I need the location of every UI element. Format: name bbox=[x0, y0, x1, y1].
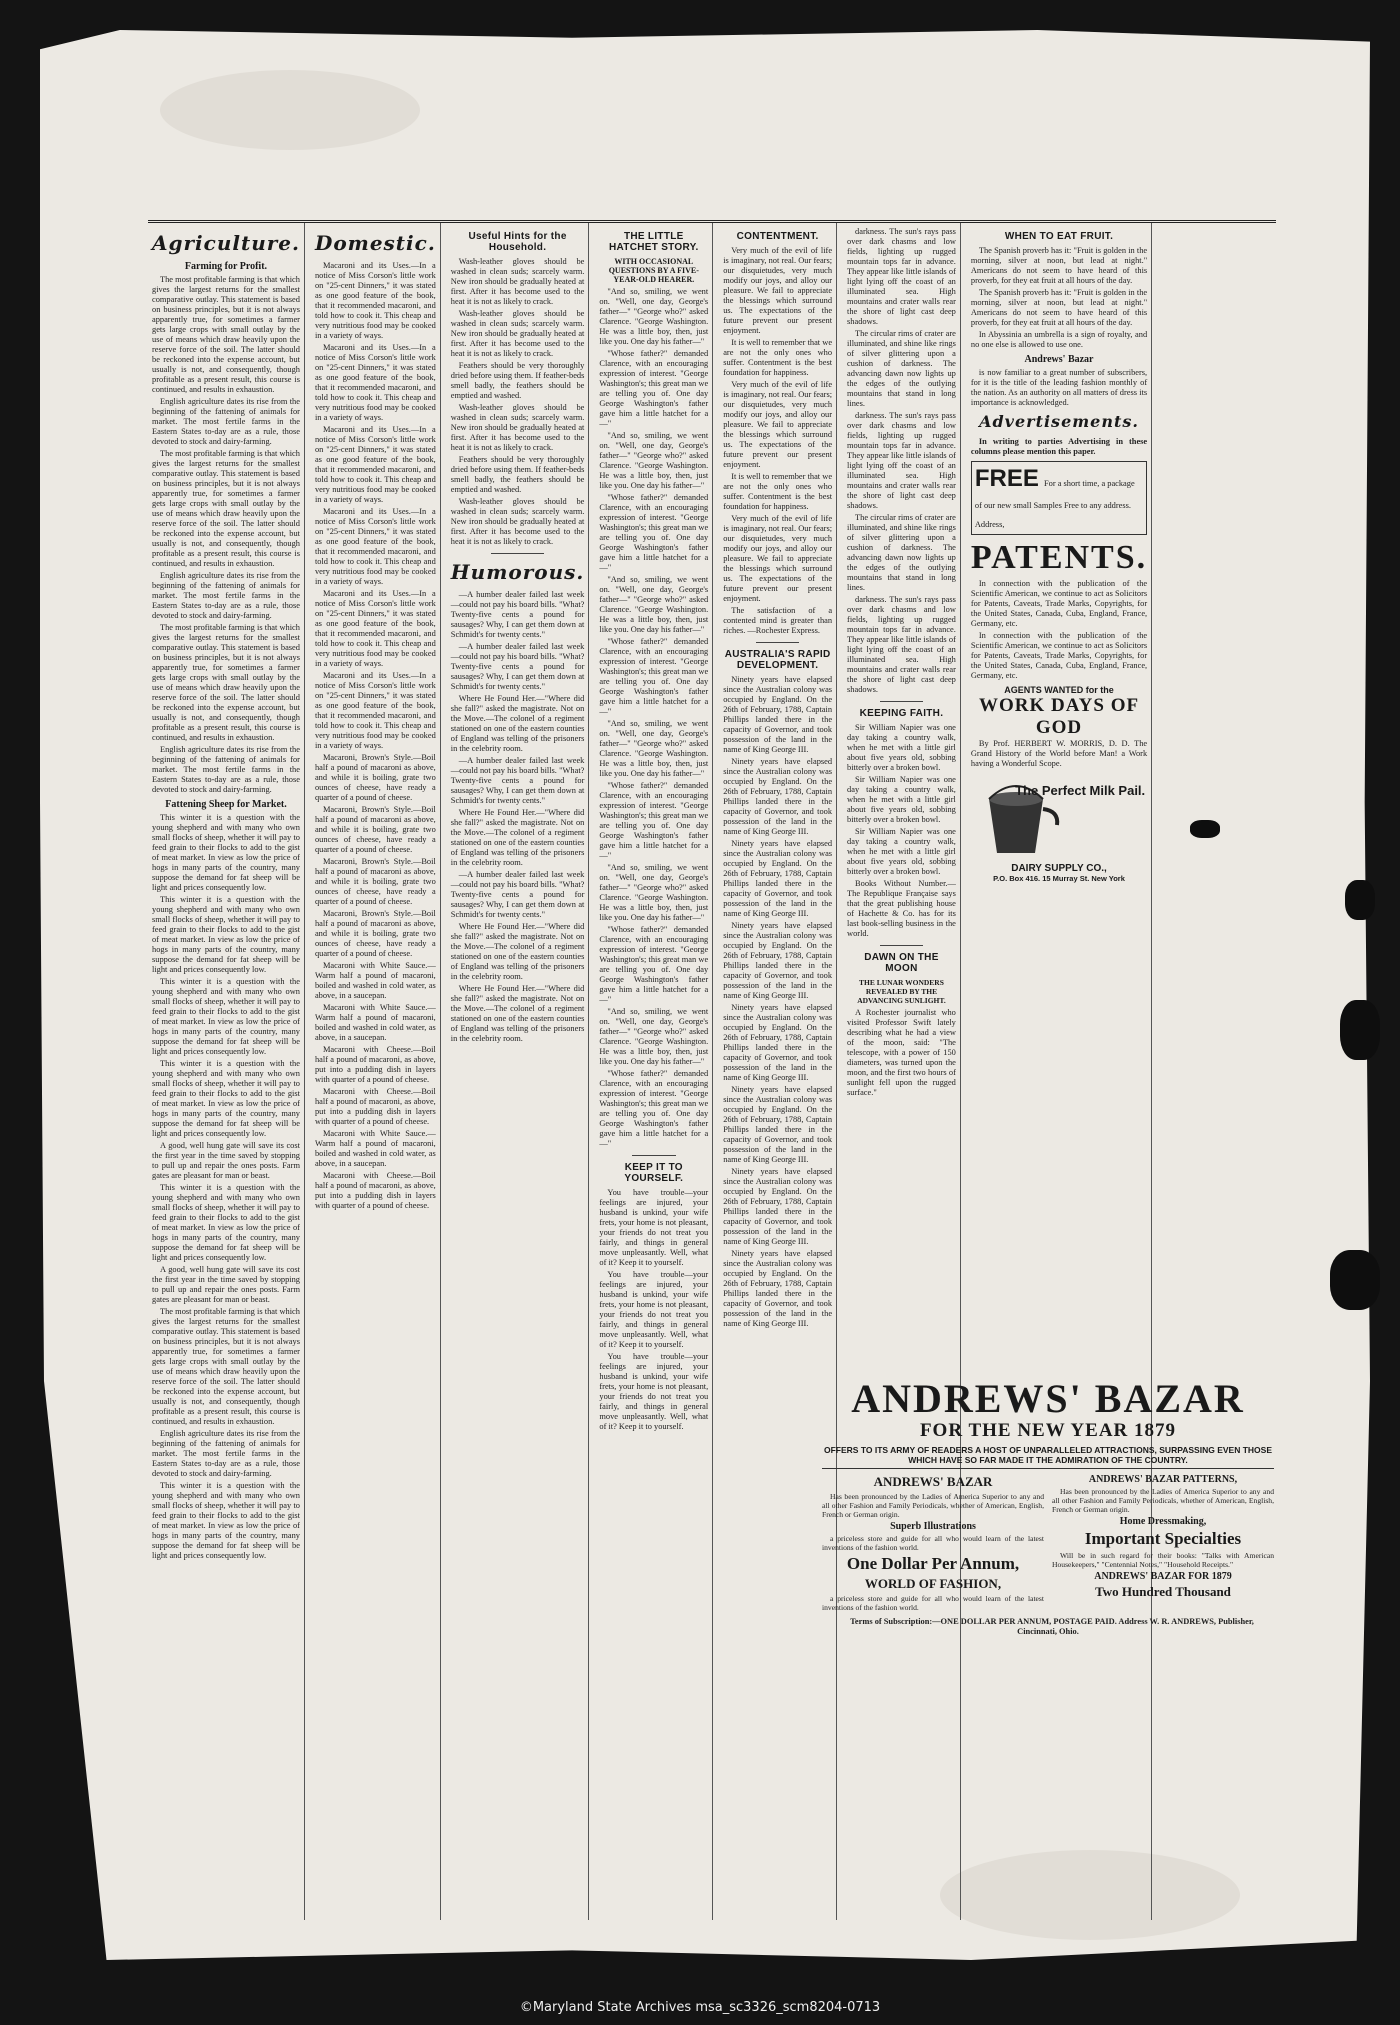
article-title: Farming for Profit. bbox=[184, 261, 268, 272]
article-paragraph: Where He Found Her.—"Where did she fall?" asked the magistrate. Not on the Move.—The colonel of a regiment stationed on one of the eastern counties of England was telling of the prisoners in the celebrity room. bbox=[450, 984, 585, 1043]
andrews-terms: Terms of Subscription:—ONE DOLLAR PER ANNUM, POSTAGE PAID. Address W. R. ANDREWS, Publisher, Cincinnati, Ohio. bbox=[850, 1617, 1254, 1636]
milk-pail-ad bbox=[971, 773, 1147, 859]
article-paragraph: The most profitable farming is that which gives the largest returns for the smallest comparative outlay. This statement is based on business principles, but it is not always apparently true, for sometimes a farmer gets large crops with small outlay by the use of means which draw heavily upon the reserve force of the soil. The latter should be reckoned into the expense account, but usually is not, and consequently, though profitable as a present result, this course is continued, and results in exhaustion. bbox=[152, 623, 300, 742]
article-paragraph: "Whose father?" demanded Clarence, with an encouraging expression of interest. "George Washington's; this great man we are telling you of. One day George Washington's father gave him a little hatchet for a—" bbox=[599, 781, 709, 860]
divider bbox=[880, 701, 924, 702]
article-paragraph: Feathers should be very thoroughly dried before using them. If feather-beds smell badly, the feathers should be emptied and washed. bbox=[450, 455, 585, 494]
divider bbox=[632, 1155, 676, 1156]
column-contentment bbox=[719, 223, 837, 1920]
article-paragraph: A good, well hung gate will save its cost the first year in the time saved by stopping to pull up and repair the ones posts. Farm gates are pleasant for man or beast. bbox=[152, 1141, 300, 1180]
article-paragraph: The satisfaction of a contented mind is greater than riches. —Rochester Express. bbox=[723, 606, 833, 635]
andrews-offers: OFFERS TO ITS ARMY OF READERS A HOST OF UNPARALLELED ATTRACTIONS, SURPASSING EVEN THOSE WHICH HAVE SO FAR MADE IT THE ADMIRATION OF THE COUNTRY. bbox=[823, 1445, 1272, 1465]
ad-text: is now familiar to a great number of subscribers, for it is the title of the leading fashion monthly of the nation. As an authority on all matters of dress its importance is acknowledged. bbox=[970, 368, 1148, 407]
article-paragraph: Macaroni with Cheese.—Boil half a pound of macaroni, as above, put into a pudding dish in layers with quarter of a pound of cheese. bbox=[314, 1045, 436, 1084]
article-paragraph: Ninety years have elapsed since the Australian colony was occupied by England. On the 26th of February, 1788, Captain Phillips landed there in the capacity of Governor, and took possession of the land in the name of King George III. bbox=[723, 839, 833, 918]
column-domestic bbox=[311, 223, 441, 1920]
article-paragraph: Where He Found Her.—"Where did she fall?" asked the magistrate. Not on the Move.—The colonel of a regiment stationed on one of the eastern counties of England was telling of the prisoners in the celebrity room. bbox=[450, 922, 585, 981]
article-paragraph: This winter it is a question with the young shepherd and with many who own small flocks of sheep, whether it will pay to feed grain to their flocks to add to the gist of meat market. In view as low the price of hogs in many parts of the country, many suppose the demand for fat sheep will be light and prices consequently low. bbox=[152, 1481, 300, 1560]
article-paragraph: In Abyssinia an umbrella is a sign of royalty, and no one else is allowed to use one. bbox=[970, 330, 1148, 349]
article-paragraph: Macaroni and its Uses.—In a notice of Miss Corson's little work on "25-cent Dinners," it was stated as one good feature of the book, that it recommended macaroni, and told how to cook it. This cheap and very nutritious food may be cooked in a variety of ways. bbox=[314, 343, 436, 422]
article-paragraph: "Whose father?" demanded Clarence, with an encouraging expression of interest. "George Washington's; this great man we are telling you of. One day George Washington's father gave him a little hatchet for a—" bbox=[599, 1069, 709, 1148]
article-paragraph: Ninety years have elapsed since the Australian colony was occupied by England. On the 26th of February, 1788, Captain Phillips landed there in the capacity of Governor, and took possession of the land in the name of King George III. bbox=[723, 1167, 833, 1246]
article-paragraph: Wash-leather gloves should be washed in clean suds; scarcely warm. New iron should be gradually heated at first. After it has become used to the heat it is not as likely to crack. bbox=[450, 497, 585, 546]
article-paragraph: Macaroni with Cheese.—Boil half a pound of macaroni, as above, put into a pudding dish in layers with quarter of a pound of cheese. bbox=[314, 1171, 436, 1210]
advertisement-note: In writing to parties Advertising in these columns please mention this paper. bbox=[970, 437, 1148, 456]
article-paragraph: —A humber dealer failed last week —could not pay his board bills. "What? Twenty-five cents a pound for sausages? Why, I can get them down at Schmidt's for twenty cents." bbox=[450, 642, 585, 691]
dairy-supply-name: DAIRY SUPPLY CO., bbox=[1011, 863, 1107, 874]
article-paragraph: Very much of the evil of life is imaginary, not real. Our fears; our disquietudes, very much modify our joys, and alloy our pleasure. We fail to appreciate the blessings which surround us. The expectations of the future prevent our present enjoyment. bbox=[723, 514, 833, 603]
article-paragraph: Macaroni, Brown's Style.—Boil half a pound of macaroni as above, and while it is boiling, grate two ounces of cheese, have ready a quarter of a pound of cheese. bbox=[314, 805, 436, 854]
ad-text: In connection with the publication of the Scientific American, we continue to act as Solicitors for Patents, Caveats, Trade Marks, Copyrights, for the United States, Canada, Cuba, England, France, Germany, etc. bbox=[970, 579, 1148, 628]
article-paragraph: Books Without Number.—The Republique Française says that the great publishing house of Hachette & Co. has for its last book-selling business in the world. bbox=[847, 879, 956, 938]
andrews-heading: Important Specialties bbox=[1084, 1529, 1242, 1548]
ad-text: In connection with the publication of the Scientific American, we continue to act as Solicitors for Patents, Caveats, Trade Marks, Copyrights, for the United States, Canada, Cuba, England, France, Germany, etc. bbox=[970, 631, 1148, 680]
article-title: KEEPING FAITH. bbox=[859, 708, 944, 719]
article-paragraph: Ninety years have elapsed since the Australian colony was occupied by England. On the 26th of February, 1788, Captain Phillips landed there in the capacity of Governor, and took possession of the land in the name of King George III. bbox=[723, 1085, 833, 1164]
andrews-heading: One Dollar Per Annum, bbox=[846, 1554, 1020, 1573]
article-paragraph: Sir William Napier was one day taking a country walk, when he met with a little girl about five years old, sobbing bitterly over a broken bowl. bbox=[847, 723, 956, 772]
article-paragraph: You have trouble—your feelings are injured, your husband is unkind, your wife frets, your home is not pleasant, your friends do not treat you fairly, and things in general move unpleasantly. Well, what of it? Keep it to yourself. bbox=[599, 1188, 709, 1267]
article-paragraph: Very much of the evil of life is imaginary, not real. Our fears; our disquietudes, very much modify our joys, and alloy our pleasure. We fail to appreciate the blessings which surround us. The expectations of the future prevent our present enjoyment. bbox=[723, 380, 833, 469]
article-paragraph: Macaroni with Cheese.—Boil half a pound of macaroni, as above, put into a pudding dish in layers with quarter of a pound of cheese. bbox=[314, 1087, 436, 1126]
article-paragraph: This winter it is a question with the young shepherd and with many who own small flocks of sheep, whether it will pay to feed grain to their flocks to add to the gist of meat market. In view as low the price of hogs in many parts of the country, many suppose the demand for fat sheep will be light and prices consequently low. bbox=[152, 1059, 300, 1138]
article-paragraph: darkness. The sun's rays pass over dark chasms and low fields, lighting up rugged mountain tops far in advance. They appear like little islands of light lying off the coast of an illuminated sea. High mountains and crater walls rear the shore of light cast deep shadows. bbox=[847, 411, 956, 510]
article-paragraph: Wash-leather gloves should be washed in clean suds; scarcely warm. New iron should be gradually heated at first. After it has become used to the heat it is not as likely to crack. bbox=[450, 257, 585, 306]
article-paragraph: Where He Found Her.—"Where did she fall?" asked the magistrate. Not on the Move.—The colonel of a regiment stationed on one of the eastern counties of England was telling of the prisoners in the celebrity room. bbox=[450, 694, 585, 753]
article-paragraph: English agriculture dates its rise from the beginning of the fattening of animals for market. The most fertile farms in the Eastern States to-day are as a rule, those devoted to stock and dairy-farming. bbox=[152, 397, 300, 446]
article-paragraph: The Spanish proverb has it: "Fruit is golden in the morning, silver at noon, but lead at night." Americans do not seem to have heard of this proverb, for they eat fruit at all hours of the day. bbox=[970, 288, 1148, 327]
article-paragraph: Macaroni with White Sauce.—Warm half a pound of macaroni, boiled and washed in cold water, as above, in a saucepan. bbox=[314, 961, 436, 1000]
article-paragraph: "Whose father?" demanded Clarence, with an encouraging expression of interest. "George Washington's; this great man we are telling you of. One day George Washington's father gave him a little hatchet for a—" bbox=[599, 349, 709, 428]
workdays-title: WORK DAYS OF GOD bbox=[978, 695, 1140, 738]
andrews-heading: WORLD OF FASHION, bbox=[864, 1576, 1002, 1591]
article-paragraph: —A humber dealer failed last week —could not pay his board bills. "What? Twenty-five cents a pound for sausages? Why, I can get them down at Schmidt's for twenty cents." bbox=[450, 756, 585, 805]
andrews-text: Has been pronounced by the Ladies of America Superior to any and all other Fashion and Family Periodicals, whether of American, English, French or German origin. bbox=[1052, 1487, 1274, 1514]
page-damage bbox=[1330, 1250, 1380, 1310]
article-paragraph: "Whose father?" demanded Clarence, with an encouraging expression of interest. "George Washington's; this great man we are telling you of. One day George Washington's father gave him a little hatchet for a—" bbox=[599, 493, 709, 572]
article-paragraph: darkness. The sun's rays pass over dark chasms and low fields, lighting up rugged mountain tops far in advance. They appear like little islands of light lying off the coast of an illuminated sea. High mountains and crater walls rear the shore of light cast deep shadows. bbox=[847, 595, 956, 694]
article-paragraph: The most profitable farming is that which gives the largest returns for the smallest comparative outlay. This statement is based on business principles, but it is not always apparently true, for sometimes a farmer gets large crops with small outlay by the use of means which draw heavily upon the reserve force of the soil. The latter should be reckoned into the expense account, but usually is not, and consequently, though profitable as a present result, this course is continued, and results in exhaustion. bbox=[152, 449, 300, 568]
article-paragraph: You have trouble—your feelings are injured, your husband is unkind, your wife frets, your home is not pleasant, your friends do not treat you fairly, and things in general move unpleasantly. Well, what of it? Keep it to yourself. bbox=[599, 1270, 709, 1349]
page-damage bbox=[1190, 820, 1220, 838]
article-paragraph: You have trouble—your feelings are injured, your husband is unkind, your wife frets, your home is not pleasant, your friends do not treat you fairly, and things in general move unpleasantly. Well, what of it? Keep it to yourself. bbox=[599, 1352, 709, 1431]
section-header-agriculture: Agriculture. bbox=[152, 231, 300, 255]
article-paragraph: Feathers should be very thoroughly dried before using them. If feather-beds smell badly, the feathers should be emptied and washed. bbox=[450, 361, 585, 400]
andrews-bazar-ad bbox=[822, 1378, 1274, 1764]
article-paragraph: —A humber dealer failed last week —could not pay his board bills. "What? Twenty-five cents a pound for sausages? Why, I can get them down at Schmidt's for twenty cents." bbox=[450, 870, 585, 919]
article-paragraph: Macaroni and its Uses.—In a notice of Miss Corson's little work on "25-cent Dinners," it was stated as one good feature of the book, that it recommended macaroni, and told how to cook it. This cheap and very nutritious food may be cooked in a variety of ways. bbox=[314, 425, 436, 504]
milk-pail-title: The Perfect Milk Pail. bbox=[1015, 783, 1146, 798]
article-paragraph: Ninety years have elapsed since the Australian colony was occupied by England. On the 26th of February, 1788, Captain Phillips landed there in the capacity of Governor, and took possession of the land in the name of King George III. bbox=[723, 757, 833, 836]
andrews-subtitle: FOR THE NEW YEAR 1879 bbox=[919, 1420, 1177, 1441]
dairy-supply-address: P.O. Box 416. 15 Murray St. New York bbox=[993, 874, 1125, 883]
ad-free-samples bbox=[971, 461, 1147, 535]
article-paragraph: Macaroni and its Uses.—In a notice of Miss Corson's little work on "25-cent Dinners," it was stated as one good feature of the book, that it recommended macaroni, and told how to cook it. This cheap and very nutritious food may be cooked in a variety of ways. bbox=[314, 589, 436, 668]
article-paragraph: The Spanish proverb has it: "Fruit is golden in the morning, silver at noon, but lead at night." Americans do not seem to have heard of this proverb, for they eat fruit at all hours of the day. bbox=[970, 246, 1148, 285]
ad-text: For a short time, a package of our new small Samples Free to any address. Address, bbox=[974, 479, 1135, 529]
article-paragraph: A Rochester journalist who visited Professor Swift lately describing what he had a view of the moon, said: "The telescope, with a power of 150 diameters, was turned upon the moon, and the first two hours of sunlight fell upon the rugged surface." bbox=[847, 1008, 956, 1097]
article-paragraph: It is well to remember that we are not the only ones who suffer. Contentment is the best foundation for happiness. bbox=[723, 472, 833, 511]
article-paragraph: "And so, smiling, we went on. "Well, one day, George's father—" "George who?" asked Clarence. "George Washington. He was a little boy, then, just like you. One day his father—" bbox=[599, 719, 709, 778]
article-paragraph: The circular rims of crater are illuminated, and shine like rings of silver glittering upon a cushion of darkness. The advancing dawn now lights up the edges of the outlying mountains that stand in long lines. bbox=[847, 513, 956, 592]
article-paragraph: Macaroni and its Uses.—In a notice of Miss Corson's little work on "25-cent Dinners," it was stated as one good feature of the book, that it recommended macaroni, and told how to cook it. This cheap and very nutritious food may be cooked in a variety of ways. bbox=[314, 507, 436, 586]
article-paragraph: Macaroni, Brown's Style.—Boil half a pound of macaroni as above, and while it is boiling, grate two ounces of cheese, have ready a quarter of a pound of cheese. bbox=[314, 753, 436, 802]
andrews-left bbox=[822, 1472, 1044, 1614]
andrews-text: Has been pronounced by the Ladies of America Superior to any and all other Fashion and Family Periodicals, whether of American, English, French or German origin. bbox=[822, 1492, 1044, 1519]
divider bbox=[491, 553, 544, 554]
andrews-columns bbox=[822, 1468, 1274, 1614]
article-paragraph: "And so, smiling, we went on. "Well, one day, George's father—" "George who?" asked Clarence. "George Washington. He was a little boy, then, just like you. One day his father—" bbox=[599, 1007, 709, 1066]
agents-wanted: AGENTS WANTED for the bbox=[1004, 685, 1114, 695]
article-paragraph: Sir William Napier was one day taking a country walk, when he met with a little girl about five years old, sobbing bitterly over a broken bowl. bbox=[847, 775, 956, 824]
ad-title: Andrews' Bazar bbox=[1024, 354, 1094, 365]
article-paragraph: "And so, smiling, we went on. "Well, one day, George's father—" "George who?" asked Clarence. "George Washington. He was a little boy, then, just like you. One day his father—" bbox=[599, 575, 709, 634]
article-paragraph: Very much of the evil of life is imaginary, not real. Our fears; our disquietudes, very much modify our joys, and alloy our pleasure. We fail to appreciate the blessings which surround us. The expectations of the future prevent our present enjoyment. bbox=[723, 246, 833, 335]
andrews-text: Will be in such regard for their books: "Talks with American Housekeepers," "Centennial Notes," "Household Receipts." bbox=[1052, 1551, 1274, 1569]
andrews-heading: Superb Illustrations bbox=[890, 1521, 976, 1532]
column-household bbox=[447, 223, 590, 1920]
article-paragraph: Ninety years have elapsed since the Australian colony was occupied by England. On the 26th of February, 1788, Captain Phillips landed there in the capacity of Governor, and took possession of the land in the name of King George III. bbox=[723, 675, 833, 754]
article-paragraph: Sir William Napier was one day taking a country walk, when he met with a little girl about five years old, sobbing bitterly over a broken bowl. bbox=[847, 827, 956, 876]
article-paragraph: English agriculture dates its rise from the beginning of the fattening of animals for market. The most fertile farms in the Eastern States to-day are as a rule, those devoted to stock and dairy-farming. bbox=[152, 1429, 300, 1478]
divider bbox=[880, 945, 924, 946]
article-paragraph: "And so, smiling, we went on. "Well, one day, George's father—" "George who?" asked Clarence. "George Washington. He was a little boy, then, just like you. One day his father—" bbox=[599, 431, 709, 490]
article-paragraph: The most profitable farming is that which gives the largest returns for the smallest comparative outlay. This statement is based on business principles, but it is not always apparently true, for sometimes a farmer gets large crops with small outlay by the use of means which draw heavily upon the reserve force of the soil. The latter should be reckoned into the expense account, but usually is not, and consequently, though profitable as a present result, this course is continued, and results in exhaustion. bbox=[152, 275, 300, 394]
article-paragraph: The most profitable farming is that which gives the largest returns for the smallest comparative outlay. This statement is based on business principles, but it is not always apparently true, for sometimes a farmer gets large crops with small outlay by the use of means which draw heavily upon the reserve force of the soil. The latter should be reckoned into the expense account, but usually is not, and consequently, though profitable as a present result, this course is continued, and results in exhaustion. bbox=[152, 1307, 300, 1426]
article-title: THE LITTLE HATCHET STORY. bbox=[609, 231, 699, 253]
article-paragraph: Where He Found Her.—"Where did she fall?" asked the magistrate. Not on the Move.—The colonel of a regiment stationed on one of the eastern counties of England was telling of the prisoners in the celebrity room. bbox=[450, 808, 585, 867]
andrews-text: a priceless store and guide for all who would learn of the latest inventions of the fashion world. bbox=[822, 1534, 1044, 1552]
article-subtitle: THE LUNAR WONDERS REVEALED BY THE ADVANCING SUNLIGHT. bbox=[857, 978, 946, 1005]
patents-title: PATENTS. bbox=[970, 539, 1148, 576]
article-paragraph: "And so, smiling, we went on. "Well, one day, George's father—" "George who?" asked Clarence. "George Washington. He was a little boy, then, just like you. One day his father—" bbox=[599, 863, 709, 922]
article-paragraph: English agriculture dates its rise from the beginning of the fattening of animals for market. The most fertile farms in the Eastern States to-day are as a rule, those devoted to stock and dairy-farming. bbox=[152, 571, 300, 620]
article-paragraph: —A humber dealer failed last week —could not pay his board bills. "What? Twenty-five cents a pound for sausages? Why, I can get them down at Schmidt's for twenty cents." bbox=[450, 590, 585, 639]
article-title: DAWN ON THE MOON bbox=[864, 952, 939, 974]
section-header-advertisements: Advertisements. bbox=[979, 412, 1139, 431]
article-paragraph: "Whose father?" demanded Clarence, with an encouraging expression of interest. "George Washington's; this great man we are telling you of. One day George Washington's father gave him a little hatchet for a—" bbox=[599, 637, 709, 716]
andrews-heading: ANDREWS' BAZAR PATTERNS, bbox=[1088, 1474, 1238, 1485]
article-paragraph: "Whose father?" demanded Clarence, with an encouraging expression of interest. "George Washington's; this great man we are telling you of. One day George Washington's father gave him a little hatchet for a—" bbox=[599, 925, 709, 1004]
article-paragraph: Wash-leather gloves should be washed in clean suds; scarcely warm. New iron should be gradually heated at first. After it has become used to the heat it is not as likely to crack. bbox=[450, 403, 585, 452]
andrews-heading: Two Hundred Thousand bbox=[1095, 1584, 1231, 1599]
page-damage bbox=[1345, 880, 1375, 920]
column-hatchet-story bbox=[595, 223, 713, 1920]
article-paragraph: Macaroni and its Uses.—In a notice of Miss Corson's little work on "25-cent Dinners," it was stated as one good feature of the book, that it recommended macaroni, and told how to cook it. This cheap and very nutritious food may be cooked in a variety of ways. bbox=[314, 261, 436, 340]
ad-text: By Prof. HERBERT W. MORRIS, D. D. The Grand History of the World before Man! a Work having a Wonderful Scope. bbox=[970, 739, 1148, 768]
article-title: Fattening Sheep for Market. bbox=[165, 799, 287, 810]
article-paragraph: Wash-leather gloves should be washed in clean suds; scarcely warm. New iron should be gradually heated at first. After it has become used to the heat it is not as likely to crack. bbox=[450, 309, 585, 358]
page-damage bbox=[1340, 1000, 1380, 1060]
article-paragraph: Ninety years have elapsed since the Australian colony was occupied by England. On the 26th of February, 1788, Captain Phillips landed there in the capacity of Governor, and took possession of the land in the name of King George III. bbox=[723, 1249, 833, 1328]
andrews-heading: ANDREWS' BAZAR bbox=[873, 1474, 993, 1489]
article-title: CONTENTMENT. bbox=[736, 231, 819, 242]
article-title: WHEN TO EAT FRUIT. bbox=[1004, 231, 1114, 242]
article-paragraph: It is well to remember that we are not the only ones who suffer. Contentment is the best foundation for happiness. bbox=[723, 338, 833, 377]
paper-stain bbox=[160, 70, 420, 150]
article-paragraph: Macaroni and its Uses.—In a notice of Miss Corson's little work on "25-cent Dinners," it was stated as one good feature of the book, that it recommended macaroni, and told how to cook it. This cheap and very nutritious food may be cooked in a variety of ways. bbox=[314, 671, 436, 750]
article-paragraph: Macaroni with White Sauce.—Warm half a pound of macaroni, boiled and washed in cold water, as above, in a saucepan. bbox=[314, 1129, 436, 1168]
archive-footer: ©Maryland State Archives msa_sc3326_scm8204-0713 bbox=[519, 2000, 881, 2015]
article-paragraph: The circular rims of crater are illuminated, and shine like rings of silver glittering upon a cushion of darkness. The advancing dawn now lights up the edges of the outlying mountains that stand in long lines. bbox=[847, 329, 956, 408]
article-paragraph: A good, well hung gate will save its cost the first year in the time saved by stopping to pull up and repair the ones posts. Farm gates are pleasant for man or beast. bbox=[152, 1265, 300, 1304]
divider bbox=[756, 642, 800, 643]
article-paragraph: English agriculture dates its rise from the beginning of the fattening of animals for market. The most fertile farms in the Eastern States to-day are as a rule, those devoted to stock and dairy-farming. bbox=[152, 745, 300, 794]
article-paragraph: This winter it is a question with the young shepherd and with many who own small flocks of sheep, whether it will pay to feed grain to their flocks to add to the gist of meat market. In view as low the price of hogs in many parts of the country, many suppose the demand for fat sheep will be light and prices consequently low. bbox=[152, 1183, 300, 1262]
andrews-heading: Home Dressmaking, bbox=[1119, 1516, 1207, 1527]
article-paragraph: "And so, smiling, we went on. "Well, one day, George's father—" "George who?" asked Clarence. "George Washington. He was a little boy, then, just like you. One day his father—" bbox=[599, 287, 709, 346]
article-subtitle: WITH OCCASIONAL QUESTIONS BY A FIVE-YEAR-OLD HEARER. bbox=[608, 257, 699, 284]
andrews-right bbox=[1052, 1472, 1274, 1614]
article-title: KEEP IT TO YOURSELF. bbox=[624, 1162, 684, 1184]
article-paragraph: This winter it is a question with the young shepherd and with many who own small flocks of sheep, whether it will pay to feed grain to their flocks to add to the gist of meat market. In view as low the price of hogs in many parts of the country, many suppose the demand for fat sheep will be light and prices consequently low. bbox=[152, 895, 300, 974]
column-agriculture bbox=[148, 223, 305, 1920]
article-paragraph: This winter it is a question with the young shepherd and with many who own small flocks of sheep, whether it will pay to feed grain to their flocks to add to the gist of meat market. In view as low the price of hogs in many parts of the country, many suppose the demand for fat sheep will be light and prices consequently low. bbox=[152, 813, 300, 892]
section-header-domestic: Domestic. bbox=[314, 231, 436, 255]
article-title: AUSTRALIA'S RAPID DEVELOPMENT. bbox=[724, 649, 831, 671]
andrews-heading: ANDREWS' BAZAR FOR 1879 bbox=[1094, 1571, 1232, 1582]
article-paragraph: Ninety years have elapsed since the Australian colony was occupied by England. On the 26th of February, 1788, Captain Phillips landed there in the capacity of Governor, and took possession of the land in the name of King George III. bbox=[723, 921, 833, 1000]
andrews-title: ANDREWS' BAZAR bbox=[851, 1376, 1245, 1421]
article-paragraph: Macaroni with White Sauce.—Warm half a pound of macaroni, boiled and washed in cold water, as above, in a saucepan. bbox=[314, 1003, 436, 1042]
article-paragraph: Ninety years have elapsed since the Australian colony was occupied by England. On the 26th of February, 1788, Captain Phillips landed there in the capacity of Governor, and took possession of the land in the name of King George III. bbox=[723, 1003, 833, 1082]
section-header-household: Useful Hints for the Household. bbox=[468, 231, 567, 253]
andrews-text: a priceless store and guide for all who would learn of the latest inventions of the fashion world. bbox=[822, 1594, 1044, 1612]
article-paragraph: Macaroni, Brown's Style.—Boil half a pound of macaroni as above, and while it is boiling, grate two ounces of cheese, have ready a quarter of a pound of cheese. bbox=[314, 909, 436, 958]
article-paragraph: darkness. The sun's rays pass over dark chasms and low fields, lighting up rugged mountain tops far in advance. They appear like little islands of light lying off the coast of an illuminated sea. High mountains and crater walls rear the shore of light cast deep shadows. bbox=[847, 227, 956, 326]
article-paragraph: Macaroni, Brown's Style.—Boil half a pound of macaroni as above, and while it is boiling, grate two ounces of cheese, have ready a quarter of a pound of cheese. bbox=[314, 857, 436, 906]
section-header-humorous: Humorous. bbox=[450, 560, 585, 584]
article-paragraph: This winter it is a question with the young shepherd and with many who own small flocks of sheep, whether it will pay to feed grain to their flocks to add to the gist of meat market. In view as low the price of hogs in many parts of the country, many suppose the demand for fat sheep will be light and prices consequently low. bbox=[152, 977, 300, 1056]
free-label: FREE bbox=[974, 465, 1039, 492]
